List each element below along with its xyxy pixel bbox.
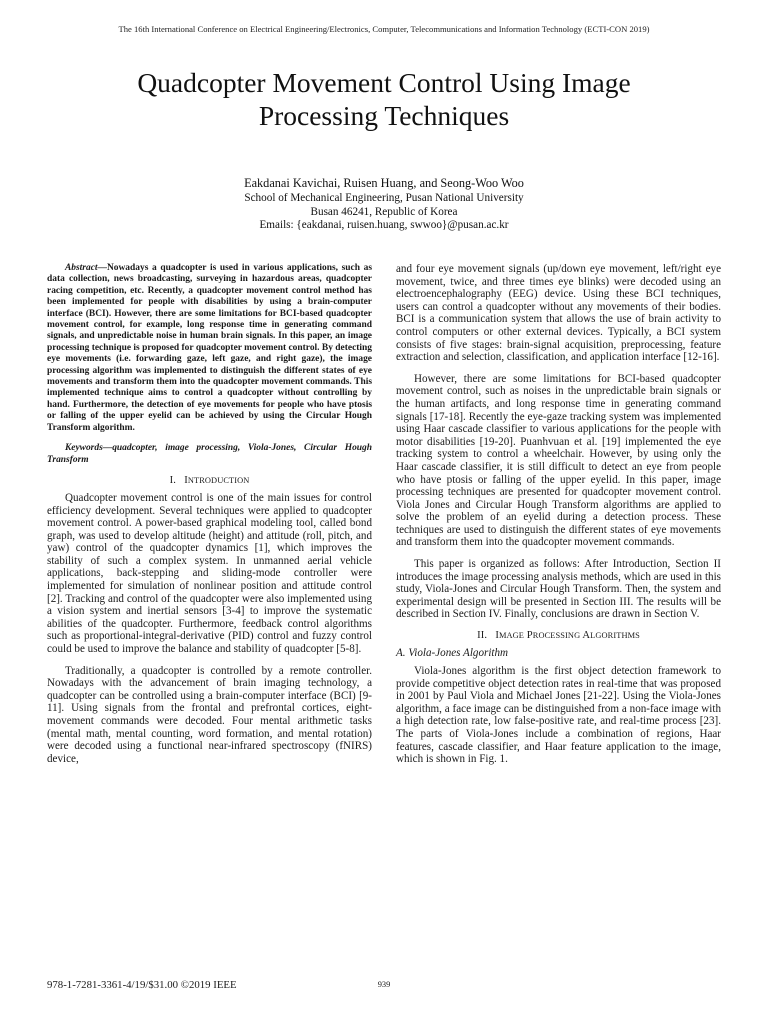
section-title-smallcaps: NTRODUCTION	[187, 475, 250, 485]
heading-word-2-initial: P	[526, 630, 533, 642]
paper-title	[40, 66, 728, 132]
paper-title-line-2: Processing Techniques	[258, 100, 510, 131]
page-number: 939	[377, 980, 391, 989]
abstract-text: Nowadays a quadcopter is used in various applications, such as data collection, news broadcasting, surveying in hazardous areas, quadcopter racing competition, etc. Recently, a quadcopter movement control method has been implemented for people with disabilities by using a brain-computer interface (BCI). However, there are some limitations for BCI-based quadcopter movement control, for example, long response time in generating command signals, and unpredictable noise in human brain signals. In this paper, an image processing technique is proposed for quadcopter movement control. By detecting eye movements (i.e. forwarding gaze, left gaze, and right gaze), the image processing algorithm was implemented to distinguish the different states of eye movements and transform them into the quadcopter movement commands. This implemented technique aims to control a quadcopter without controlling by hand. Furthermore, the detection of eye movements for people who have ptosis or falling of the upper eyelid can be achieved by using the Circular Hough Transform algorithm.	[47, 263, 372, 433]
heading-word-3-initial: A	[582, 630, 591, 642]
section-title-initial: I	[184, 474, 188, 486]
section-number: I.	[169, 474, 176, 486]
right-column	[396, 263, 721, 766]
keywords-label: Keywords	[65, 443, 103, 454]
affiliation-line-2: Busan 46241, Republic of Korea	[310, 205, 458, 218]
heading-word-2-rest: ROCESSING	[532, 631, 581, 641]
intro-paragraph-2: Traditionally, a quadcopter is controlled by a remote controller. Nowadays with the advancement of brain imaging technology, a quadcopter can be controlled using a brain-computer interface (BCI) [9-11]. Using signals from the frontal and prefrontal cortices, eight-movement commands were decoded. Four mental arithmetic tasks (mental math, mental counting, word formation, and mental rotation) were decoded using a functional near-infrared spectroscopy (fNIRS) device,	[47, 664, 372, 765]
section-number: II.	[477, 630, 488, 642]
left-column	[47, 263, 372, 765]
heading-word-1-rest: MAGE	[498, 631, 525, 641]
subsection-heading-viola-jones: A. Viola-Jones Algorithm	[396, 647, 509, 660]
intro-paragraph-1: Quadcopter movement control is one of the main issues for control efficiency development. Several techniques were applied to quadcopter movement control. A power-based graphical modeling tool, called bond graph, was used to develop altitude (height) and attitude (roll, pitch, and yaw) control of the quadcopter dynamics [1], which improves the stability of such a complex system. In unmanned aerial vehicle applications, back-stepping and sliding-mode controller were implemented for simulation of nonlinear position and attitude control [2]. Tracking and control of the quadcopter were also implemented using a vision system and inertial sensors [3-4] to improve the systematic abilities of the quadcopter. Furthermore, feedback control algorithms such as proportional-integral-derivative (PID) control and fuzzy control could be used to improve the balance and stability of quadcopter [5-8].	[47, 491, 372, 656]
viola-jones-paragraph: Viola-Jones algorithm is the first object detection framework to provide competitive object detection rates in real-time that was proposed in 2001 by Paul Viola and Michael Jones [21-22]. Using the Viola-Jones algorithm, a face image can be distinguished from a non-face image with a high detection rate, low false-positive rate, and real-time process [23]. The parts of Viola-Jones include a combination of regions, Haar features, cascade classifier, and Haar feature application to the image, which is shown in Fig. 1.	[396, 665, 721, 766]
footer-isbn: 978-1-7281-3361-4/19/$31.00 ©2019 IEEE	[47, 979, 237, 991]
section-heading-introduction	[47, 475, 372, 486]
affiliation-emails: Emails: {eakdanai, ruisen.huang, swwoo}@pusan.ac.kr	[259, 219, 509, 232]
heading-word-3-rest: LGORITHMS	[590, 631, 640, 641]
heading-word-1-initial: I	[495, 630, 499, 642]
keywords-dash: —	[102, 443, 113, 454]
author-list: Eakdanai Kavichai, Ruisen Huang, and Seong-Woo Woo	[244, 176, 524, 190]
intro-paragraph-2-continued: and four eye movement signals (up/down eye movement, left/right eye movement, twice, and three times eye blinks) were decoded using an electroencephalography (EEG) device. Using these BCI techniques, users can control a quadcopter without any movements of their bodies. BCI is a communication system that allows the use of brain activity to control computers or other external devices. Typically, a BCI system consists of five stages: brain-signal acquisition, preprocessing, feature extraction and selection, classification, and application interface [12-16].	[396, 263, 721, 364]
intro-paragraph-3: However, there are some limitations for BCI-based quadcopter movement control, such as noises in the unpredictable brain signals or the human artifacts, and long response time in generating command signals [17-18]. Recently the eye-gaze tracking system was implemented using Haar cascade classifier to various applications for the people with motor disabilities [19-20]. Puanhvuan et al. [19] implemented the eye tracking system to control a wheelchair. However, by using only the Haar cascade classifier, it is still difficult to detect an eye from people who have ptosis or falling of the upper eyelid. In this paper, image processing techniques are presented for quadcopter movement control. Viola Jones and Circular Hough Transform algorithms are applied to solve the problem of an eyelid during a detection process. These techniques are used to distinguish the different states of eye movements and transform them into the quadcopter movement commands.	[396, 372, 721, 549]
paper-title-line-1: Quadcopter Movement Control Using Image	[137, 67, 631, 98]
abstract-label: Abstract	[65, 263, 98, 273]
affiliation-line-1: School of Mechanical Engineering, Pusan National University	[244, 192, 524, 204]
abstract-paragraph	[47, 263, 372, 434]
keywords-paragraph	[47, 443, 372, 466]
keywords-text: quadcopter, image processing, Viola-Jones, Circular Hough Transform	[47, 443, 372, 465]
intro-paragraph-4: This paper is organized as follows: After Introduction, Section II introduces the image processing analysis methods, which are used in this study, Viola-Jones and Circular Hough Transform. Then, the system and experimental design will be presented in Section III. The results will be described in Section IV. Finally, conclusions are drawn in Section V.	[396, 558, 721, 621]
affiliation	[0, 192, 768, 233]
section-heading-image-processing	[396, 630, 721, 641]
conference-header: The 16th International Conference on Electrical Engineering/Electronics, Computer, Telecommunications and Information Technology (ECTI-CON 2019)	[118, 24, 650, 34]
abstract-dash: —	[97, 263, 107, 273]
